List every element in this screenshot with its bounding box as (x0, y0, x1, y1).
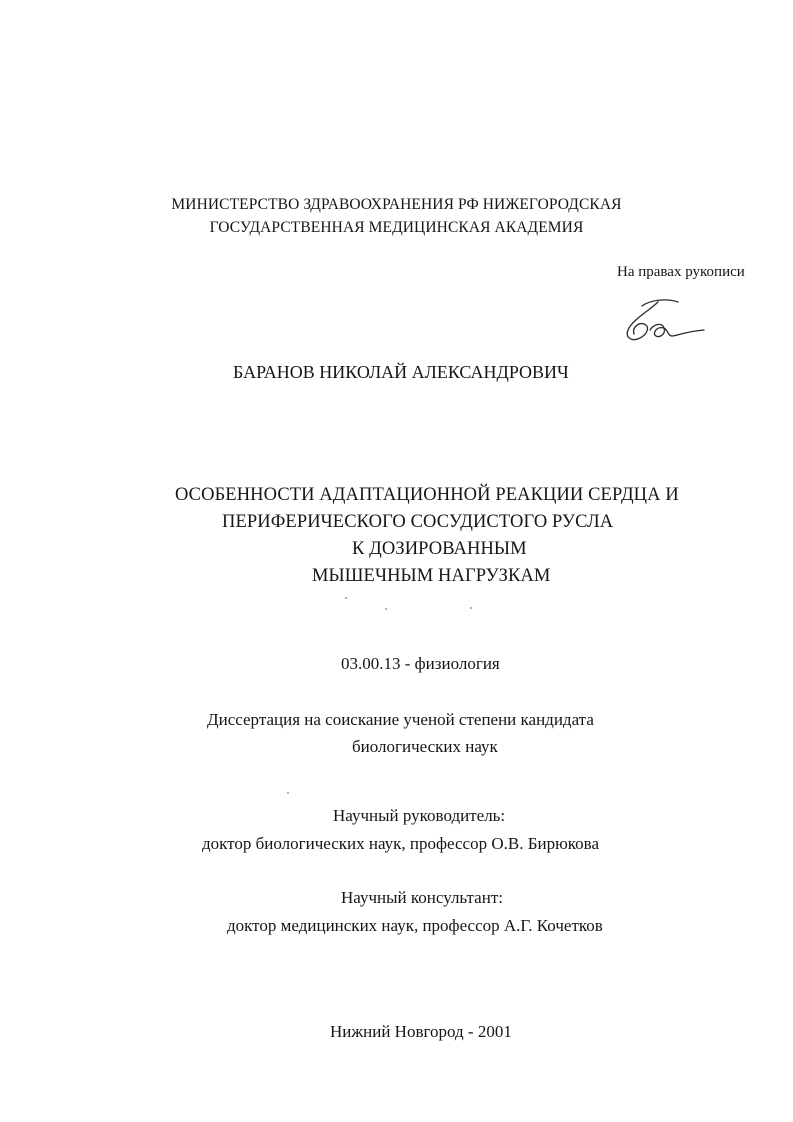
scan-speck (470, 607, 472, 609)
signature-icon (620, 296, 710, 346)
author-name: БАРАНОВ НИКОЛАЙ АЛЕКСАНДРОВИЧ (233, 362, 569, 382)
title-line-4: МЫШЕЧНЫМ НАГРУЗКАМ (312, 566, 551, 586)
degree-line-2: биологических наук (352, 737, 498, 756)
supervisor-name: доктор биологических наук, профессор О.В. Бирюкова (202, 834, 600, 853)
ministry-line-1: МИНИСТЕРСТВО ЗДРАВООХРАНЕНИЯ РФ НИЖЕГОРОДСКАЯ (171, 196, 622, 213)
title-line-1: ОСОБЕННОСТИ АДАПТАЦИОННОЙ РЕАКЦИИ СЕРДЦА И (175, 485, 679, 505)
scan-speck (345, 597, 347, 599)
title-line-3: К ДОЗИРОВАННЫМ (352, 539, 527, 559)
scan-speck (287, 792, 289, 794)
scan-speck (385, 608, 387, 610)
consultant-label: Научный консультант: (341, 888, 503, 907)
consultant-name: доктор медицинских наук, профессор А.Г. Кочетков (227, 916, 603, 935)
title-line-2: ПЕРИФЕРИЧЕСКОГО СОСУДИСТОГО РУСЛА (222, 512, 614, 532)
supervisor-label: Научный руководитель: (333, 806, 506, 825)
city-year: Нижний Новгород - 2001 (330, 1022, 512, 1041)
specialty: 03.00.13 - физиология (341, 654, 500, 673)
ministry-line-2: ГОСУДАРСТВЕННАЯ МЕДИЦИНСКАЯ АКАДЕМИЯ (209, 219, 584, 236)
rights-note: На правах рукописи (617, 264, 745, 280)
degree-line-1: Диссертация на соискание ученой степени кандидата (207, 710, 594, 729)
